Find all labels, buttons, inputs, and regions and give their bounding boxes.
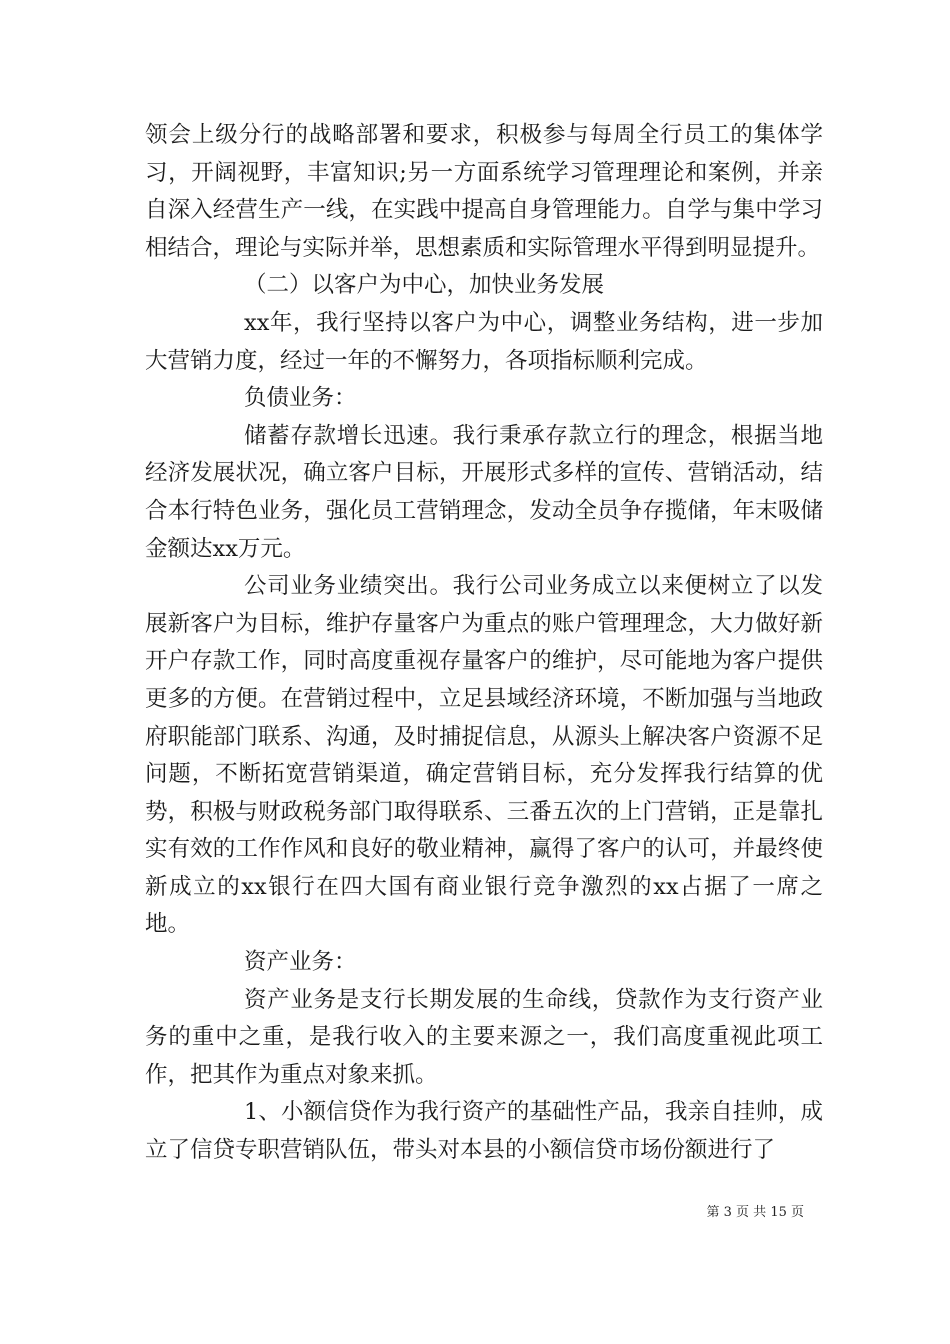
subheading-liability-business: 负债业务： <box>244 385 357 412</box>
document-body <box>145 117 823 1170</box>
page-number-footer: 第 3 页 共 15 页 <box>706 1205 804 1220</box>
paragraph-microcredit: 1、小额信贷作为我行资产的基础性产品，我亲自挂帅，成立了信贷专职营销队伍，带头对本县的小额信贷市场份额进行了 <box>145 1099 823 1164</box>
paragraph-asset-business: 资产业务是支行长期发展的生命线，贷款作为支行资产业务的重中之重，是我行收入的主要来源之一，我们高度重视此项工作，把其作为重点对象来抓。 <box>145 986 823 1088</box>
paragraph-annual-summary: xx年，我行坚持以客户为中心，调整业务结构，进一步加大营销力度，经过一年的不懈努力，各项指标顺利完成。 <box>145 309 823 374</box>
paragraph-savings-deposits: 储蓄存款增长迅速。我行秉承存款立行的理念，根据当地经济发展状况，确立客户目标，开展形式多样的宣传、营销活动，结合本行特色业务，强化员工营销理念，发动全员争存揽储，年末吸储金额达xx万元。 <box>145 422 823 562</box>
subheading-asset-business: 资产业务： <box>244 949 357 976</box>
paragraph-study: 领会上级分行的战略部署和要求，积极参与每周全行员工的集体学习，开阔视野，丰富知识;另一方面系统学习管理理论和案例，并亲自深入经营生产一线，在实践中提高自身管理能力。自学与集中学习相结合，理论与实际并举，思想素质和实际管理水平得到明显提升。 <box>145 122 823 261</box>
section-heading-customer-center: （二）以客户为中心，加快业务发展 <box>244 272 605 299</box>
paragraph-corporate-business: 公司业务业绩突出。我行公司业务成立以来便树立了以发展新客户为目标，维护存量客户为重点的账户管理理念，大力做好新开户存款工作，同时高度重视存量客户的维护，尽可能地为客户提供更多的方便。在营销过程中，立足县域经济环境，不断加强与当地政府职能部门联系、沟通，及时捕捉信息，从源头上解决客户资源不足问题，不断拓宽营销渠道，确定营销目标，充分发挥我行结算的优势，积极与财政税务部门取得联系、三番五次的上门营销，正是靠扎实有效的工作作风和良好的敬业精神，赢得了客户的认可，并最终使新成立的xx银行在四大国有商业银行竞争激烈的xx占据了一席之地。 <box>145 573 823 938</box>
